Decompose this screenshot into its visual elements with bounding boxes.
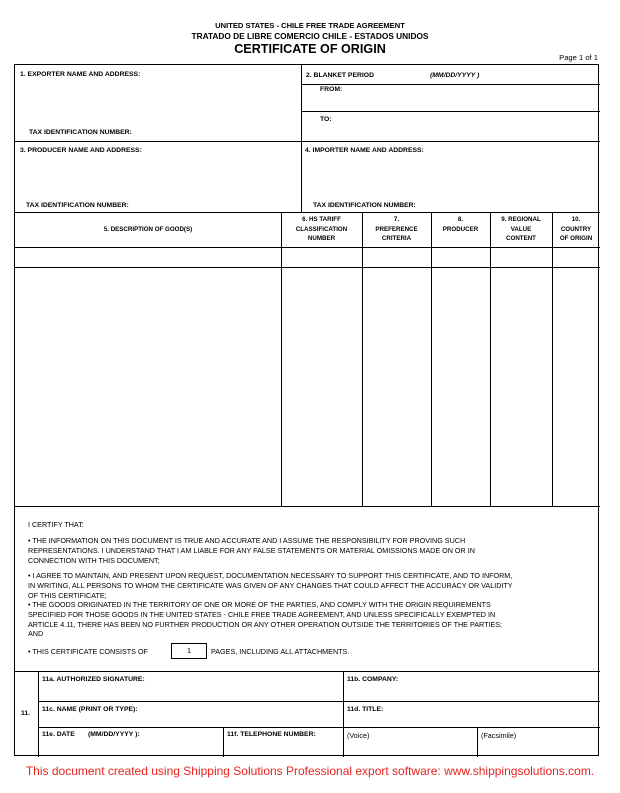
blanket-period-label: 2. BLANKET PERIOD <box>306 72 374 79</box>
importer-label: 4. IMPORTER NAME AND ADDRESS: <box>305 147 424 154</box>
divider-11-row-3 <box>38 727 600 728</box>
document-title: CERTIFICATE OF ORIGIN <box>234 42 386 56</box>
voice-label: (Voice) <box>347 731 370 740</box>
importer-tax-id-label: TAX IDENTIFICATION NUMBER: <box>313 202 416 209</box>
certificate-form <box>14 64 599 756</box>
certify-intro: I CERTIFY THAT: <box>28 520 84 529</box>
certify-bullet-1-line-2: REPRESENTATIONS. I UNDERSTAND THAT I AM LIABLE FOR ANY FALSE STATEMENTS OR MATERIAL OMISSIONS MADE ON OR IN <box>28 545 475 555</box>
column-header-country-line-2: COUNTRY <box>560 225 592 233</box>
header-agreement-en: UNITED STATES - CHILE FREE TRADE AGREEMENT <box>215 21 405 30</box>
column-header-country-line-1: 10. <box>571 216 581 223</box>
footer-notice: This document created using Shipping Solutions Professional export software: www.shippingsolutions.com. <box>25 764 595 778</box>
column-header-country-of-origin <box>552 215 600 244</box>
date-format: (MM/DD/YYYY ): <box>88 731 140 738</box>
column-header-description: 5. DESCRIPTION OF GOOD(S) <box>103 226 193 233</box>
certify-bullet-3-line-4: AND <box>28 629 44 639</box>
divider-11-fax <box>477 727 478 757</box>
divider-section-11-num <box>38 671 39 757</box>
pages-count-field[interactable]: 1 <box>171 643 207 659</box>
divider-col-7 <box>362 212 363 506</box>
blanket-period-format: (MM/DD/YYYY ) <box>430 72 480 79</box>
column-header-producer-line-1: 8. <box>457 216 464 223</box>
column-header-hs-tariff-line-3: NUMBER <box>307 235 336 243</box>
signature-label: 11a. AUTHORIZED SIGNATURE: <box>42 676 145 683</box>
date-label: 11e. DATE <box>42 731 75 738</box>
column-header-hs-tariff-line-1: 6. HS TARIFF <box>302 216 341 223</box>
divider-col-9 <box>490 212 491 506</box>
blanket-from-label: FROM: <box>320 86 343 93</box>
column-header-preference-line-2: PREFERENCE <box>375 225 418 233</box>
column-header-preference-line-1: 7. <box>393 216 400 223</box>
column-header-hs-tariff-line-2: CLASSIFICATION <box>295 225 348 233</box>
company-label: 11b. COMPANY: <box>347 676 399 683</box>
certify-bullet-2-line-1: • I AGREE TO MAINTAIN, AND PRESENT UPON REQUEST, DOCUMENTATION NECESSARY TO SUPPORT THIS CERTIFICATE, AND TO INFORM, <box>28 571 513 580</box>
divider-11-row-2 <box>38 701 600 702</box>
section-11-number: 11. <box>21 710 31 717</box>
certify-bullet-2-line-2: IN WRITING, ALL PERSONS TO WHOM THE CERTIFICATE WAS GIVEN OF ANY CHANGES THAT COULD AFFECT THE ACCURACY OR VALIDITY <box>28 580 513 590</box>
divider-row-2 <box>15 212 600 213</box>
divider-blanket-to <box>301 111 600 112</box>
certify-bullet-1 <box>28 536 475 565</box>
divider-11-col <box>343 671 344 757</box>
certify-bullet-3 <box>28 600 502 639</box>
title-label: 11d. TITLE: <box>347 706 384 713</box>
divider-col-6 <box>281 212 282 506</box>
pages-count-suffix: PAGES, INCLUDING ALL ATTACHMENTS. <box>211 647 350 656</box>
divider-11-date <box>223 727 224 757</box>
facsimile-label: (Facsimile) <box>481 731 517 740</box>
certify-bullet-1-line-1: • THE INFORMATION ON THIS DOCUMENT IS TRUE AND ACCURATE AND I ASSUME THE RESPONSIBILITY FOR PROVING SUCH <box>28 536 466 545</box>
certify-bullet-3-line-3: ARTICLE 4.11, THERE HAS BEEN NO FURTHER PRODUCTION OR ANY OTHER OPERATION OUTSIDE THE TERRITORIES OF THE PARTIES; <box>28 619 503 629</box>
divider-table-header <box>15 247 600 248</box>
blanket-to-label: TO: <box>320 116 332 123</box>
certify-bullet-3-line-1: • THE GOODS ORIGINATED IN THE TERRITORY OF ONE OR MORE OF THE PARTIES, AND COMPLY WITH THE ORIGIN REQUIREMENTS <box>28 600 491 609</box>
column-header-regional-value-line-1: 9. REGIONAL <box>501 216 541 223</box>
column-header-producer-line-2: PRODUCER <box>442 225 479 233</box>
certify-bullet-2 <box>28 571 513 600</box>
divider-blanket-from <box>301 84 600 85</box>
telephone-label: 11f. TELEPHONE NUMBER: <box>227 731 316 738</box>
divider-section-11 <box>15 671 600 672</box>
divider-col-10 <box>552 212 553 506</box>
certify-bullet-2-line-3: OF THIS CERTIFICATE; <box>28 590 107 600</box>
producer-label: 3. PRODUCER NAME AND ADDRESS: <box>20 147 142 154</box>
column-header-regional-value <box>490 215 552 244</box>
header-agreement-es: TRATADO DE LIBRE COMERCIO CHILE - ESTADOS UNIDOS <box>191 31 429 41</box>
page-number: Page 1 of 1 <box>559 53 598 62</box>
column-header-producer <box>431 215 490 234</box>
divider-table-row <box>15 267 600 268</box>
divider-col-8 <box>431 212 432 506</box>
divider-col-top <box>301 65 302 212</box>
certify-bullet-1-line-3: CONNECTION WITH THIS DOCUMENT; <box>28 555 160 565</box>
column-header-preference-line-3: CRITERIA <box>381 235 412 243</box>
column-header-country-line-3: OF ORIGIN <box>559 235 593 243</box>
divider-certification <box>15 506 600 507</box>
column-header-regional-value-line-3: CONTENT <box>506 235 536 243</box>
exporter-label: 1. EXPORTER NAME AND ADDRESS: <box>20 71 141 78</box>
divider-row-1 <box>15 141 600 142</box>
certify-bullet-3-line-2: SPECIFIED FOR THOSE GOODS IN THE UNITED STATES - CHILE FREE TRADE AGREEMENT, AND UNLESS SPECIFICALLY EXEMPTED IN <box>28 609 496 619</box>
column-header-regional-value-line-2: VALUE <box>510 225 532 233</box>
pages-count-prefix: • THIS CERTIFICATE CONSISTS OF <box>28 647 148 656</box>
producer-tax-id-label: TAX IDENTIFICATION NUMBER: <box>26 202 129 209</box>
column-header-preference <box>362 215 431 244</box>
name-label: 11c. NAME (PRINT OR TYPE): <box>42 706 138 713</box>
exporter-tax-id-label: TAX IDENTIFICATION NUMBER: <box>29 129 132 136</box>
column-header-hs-tariff <box>281 215 362 244</box>
